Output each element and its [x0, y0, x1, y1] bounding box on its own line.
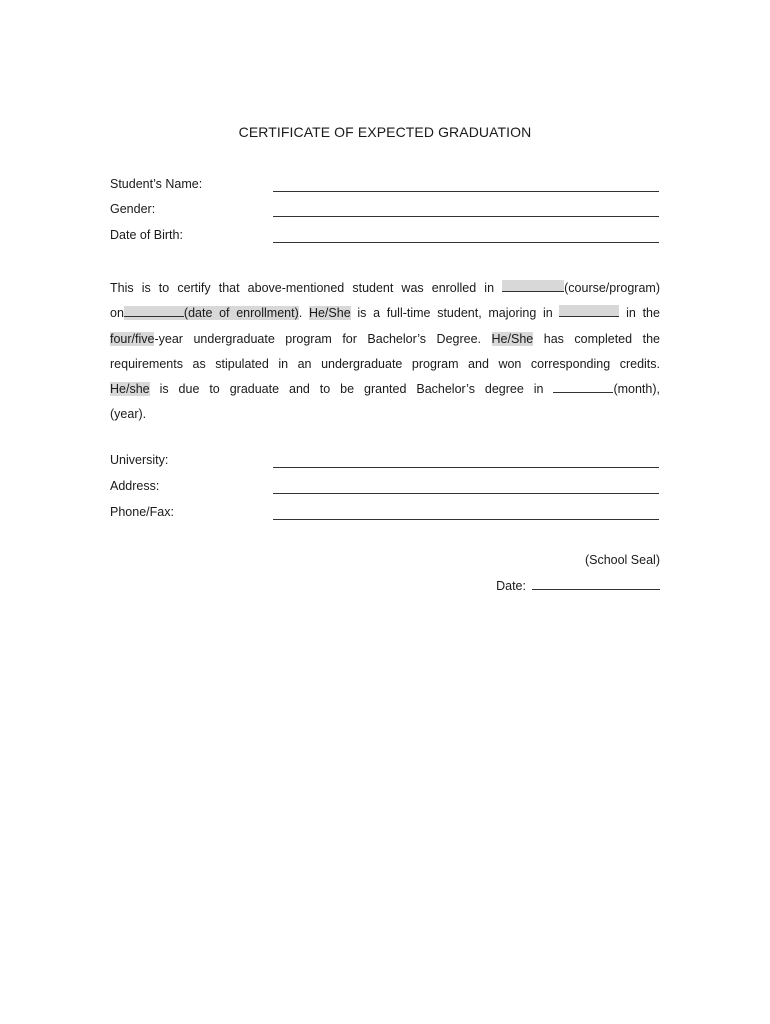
gender-row — [110, 202, 660, 222]
course-program-blank[interactable] — [502, 280, 564, 292]
date-of-birth-label: Date of Birth: — [110, 228, 183, 242]
date-blank[interactable] — [532, 578, 660, 590]
student-name-label: Student’s Name: — [110, 177, 203, 191]
major-blank[interactable] — [559, 305, 619, 317]
date-label: Date: — [496, 579, 526, 593]
university-blank[interactable] — [273, 467, 659, 468]
phone-fax-label: Phone/Fax: — [110, 505, 174, 519]
pronoun-field-1[interactable]: He/She — [308, 306, 351, 321]
paragraph-line-1: This is to certify that above-mentioned student was enrolled in (course/program) — [110, 281, 660, 295]
paragraph-line-5: He/she is due to graduate and to be granted Bachelor’s degree in (month), — [110, 382, 660, 397]
address-row — [110, 479, 660, 499]
paragraph-line-2: on (date of enrollment). He/She is a full-time student, majoring in in the — [110, 306, 660, 321]
address-label: Address: — [110, 479, 160, 493]
program-length-field[interactable]: four/five — [110, 331, 155, 346]
document-title: CERTIFICATE OF EXPECTED GRADUATION — [238, 124, 532, 140]
date-row — [110, 578, 660, 593]
student-name-row — [110, 177, 660, 197]
school-seal-label: (School Seal) — [584, 553, 660, 567]
gender-blank[interactable] — [273, 216, 659, 217]
phone-fax-row — [110, 505, 660, 525]
month-blank[interactable] — [553, 381, 613, 393]
paragraph-line-6: (year). — [110, 407, 147, 422]
date-of-birth-row — [110, 228, 660, 248]
paragraph-line-3: four/five-year undergraduate program for Bachelor’s Degree. He/She has completed the — [110, 331, 660, 346]
university-row — [110, 453, 660, 473]
paragraph-line-4: requirements as stipulated in an undergraduate program and won corresponding credits. — [110, 356, 660, 371]
university-label: University: — [110, 453, 169, 467]
gender-label: Gender: — [110, 202, 156, 216]
enrollment-date-field[interactable]: (date of enrollment) — [124, 306, 299, 320]
phone-fax-blank[interactable] — [273, 519, 659, 520]
certification-paragraph — [110, 276, 660, 428]
pronoun-field-3[interactable]: He/she — [110, 382, 150, 397]
address-blank[interactable] — [273, 493, 659, 494]
date-of-birth-blank[interactable] — [273, 242, 659, 243]
pronoun-field-2[interactable]: He/She — [491, 331, 534, 346]
student-name-blank[interactable] — [273, 191, 659, 192]
